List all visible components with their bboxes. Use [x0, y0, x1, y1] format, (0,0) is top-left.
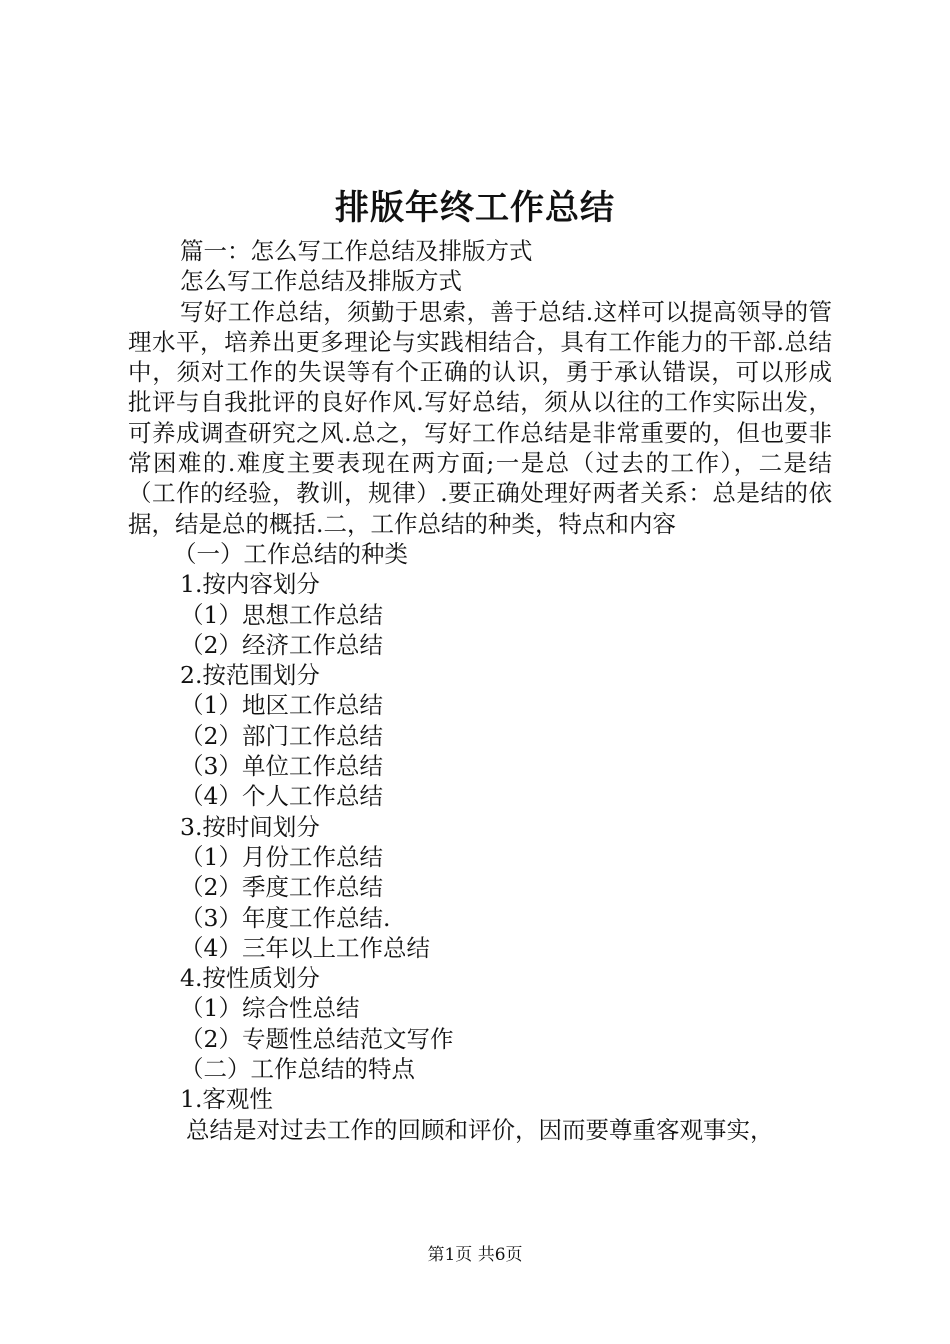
heading-1: 篇一：怎么写工作总结及排版方式	[180, 237, 533, 265]
section-heading-1: （一）工作总结的种类	[173, 539, 408, 568]
category-heading-2: 2.按范围划分	[180, 661, 320, 690]
list-item: （2）季度工作总结	[180, 873, 383, 902]
heading-2: 怎么写工作总结及排版方式	[180, 267, 462, 296]
list-item: （2）专题性总结范文写作	[180, 1024, 454, 1053]
list-item: （4）个人工作总结	[180, 782, 383, 811]
list-item: （1）思想工作总结	[180, 600, 383, 629]
list-item: （2）经济工作总结	[180, 630, 383, 659]
list-item: （2）部门工作总结	[180, 721, 383, 750]
list-item: （3）单位工作总结	[180, 752, 383, 781]
list-item: （4）三年以上工作总结	[180, 933, 430, 962]
list-item: （3）年度工作总结.	[180, 903, 391, 932]
section-heading-2: （二）工作总结的特点	[180, 1055, 415, 1084]
document-title: 排版年终工作总结	[335, 188, 615, 228]
category-heading-3: 3.按时间划分	[180, 812, 320, 841]
category-heading-4: 4.按性质划分	[180, 964, 320, 993]
document-body	[128, 236, 832, 1145]
feature-text-1: 总结是对过去工作的回顾和评价，因而要尊重客观事实，	[186, 1115, 774, 1144]
paragraph-1: 写好工作总结，须勤于思索，善于总结.这样可以提高领导的管理水平，培养出更多理论与实践相结合，具有工作能力的干部.总结中，须对工作的失误等有个正确的认识，勇于承认错误，可以形成批评与自我批评的良好作风.写好总结，须从以往的工作实际出发，可养成调查研究之风.总之，写好工作总结是非常重要的，但也要非常困难的.难度主要表现在两方面;一是总（过去的工作），二是结（工作的经验，教训，规律）.要正确处理好两者关系：总是结的依据，结是总的概括.二，工作总结的种类，特点和内容	[128, 297, 832, 538]
page-footer: 第1页 共6页	[427, 1245, 523, 1265]
list-item: （1）地区工作总结	[180, 691, 383, 720]
list-item: （1）综合性总结	[180, 994, 360, 1023]
list-item: （1）月份工作总结	[180, 842, 383, 871]
feature-heading-1: 1.客观性	[180, 1085, 273, 1114]
category-heading-1: 1.按内容划分	[180, 570, 320, 599]
